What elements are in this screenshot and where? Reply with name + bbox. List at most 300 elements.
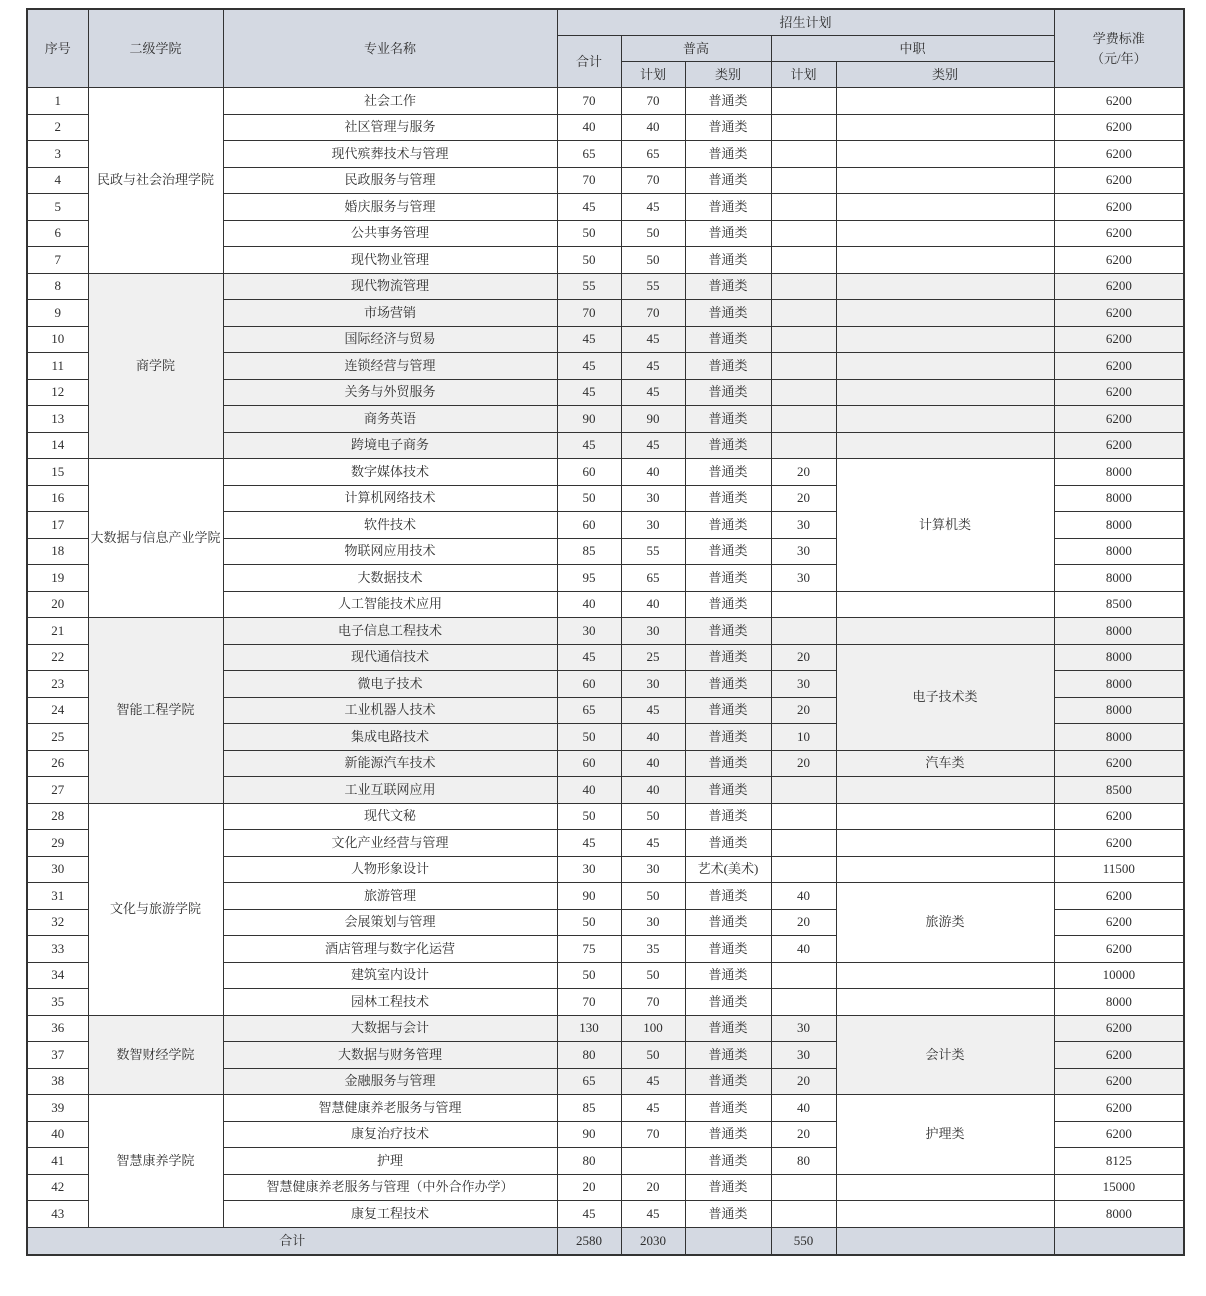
zhongzhi-plan-cell — [771, 591, 836, 618]
tuition-cell: 8500 — [1054, 777, 1184, 804]
pugao-type-cell: 普通类 — [685, 406, 771, 433]
table-body — [27, 88, 1184, 1228]
zhongzhi-plan-cell — [771, 88, 836, 115]
tuition-cell: 8000 — [1054, 565, 1184, 592]
total-plan-cell: 85 — [557, 538, 621, 565]
major-name-cell: 人工智能技术应用 — [223, 591, 557, 618]
row-number-cell: 4 — [27, 167, 88, 194]
pugao-plan-cell: 30 — [621, 671, 685, 698]
pugao-plan-cell: 70 — [621, 88, 685, 115]
total-plan-cell: 45 — [557, 326, 621, 353]
pugao-plan-cell: 40 — [621, 591, 685, 618]
row-number-cell: 29 — [27, 830, 88, 857]
zhongzhi-type-cell — [836, 167, 1054, 194]
major-name-cell: 市场营销 — [223, 300, 557, 327]
pugao-type-cell: 普通类 — [685, 300, 771, 327]
tuition-cell: 6200 — [1054, 353, 1184, 380]
pugao-plan-cell: 100 — [621, 1015, 685, 1042]
total-plan-cell: 60 — [557, 750, 621, 777]
zhongzhi-plan-cell: 40 — [771, 883, 836, 910]
total-plan-cell: 50 — [557, 485, 621, 512]
major-name-cell: 公共事务管理 — [223, 220, 557, 247]
pugao-plan-cell: 30 — [621, 909, 685, 936]
pugao-plan-cell: 45 — [621, 830, 685, 857]
header-pugao: 普高 — [621, 36, 771, 62]
tuition-cell: 8500 — [1054, 591, 1184, 618]
zhongzhi-plan-cell: 40 — [771, 1095, 836, 1122]
tuition-cell: 6200 — [1054, 326, 1184, 353]
row-number-cell: 9 — [27, 300, 88, 327]
zhongzhi-plan-cell — [771, 326, 836, 353]
pugao-type-cell: 普通类 — [685, 909, 771, 936]
major-name-cell: 人物形象设计 — [223, 856, 557, 883]
major-name-cell: 物联网应用技术 — [223, 538, 557, 565]
zhongzhi-type-cell — [836, 962, 1054, 989]
zhongzhi-type-cell — [836, 326, 1054, 353]
row-number-cell: 2 — [27, 114, 88, 141]
header-xuhao: 序号 — [27, 9, 88, 88]
pugao-type-cell: 普通类 — [685, 194, 771, 221]
total-plan-cell: 45 — [557, 644, 621, 671]
pugao-plan-cell: 25 — [621, 644, 685, 671]
pugao-plan-cell: 50 — [621, 883, 685, 910]
pugao-plan-cell: 40 — [621, 777, 685, 804]
major-name-cell: 民政服务与管理 — [223, 167, 557, 194]
major-name-cell: 电子信息工程技术 — [223, 618, 557, 645]
table-row — [27, 88, 1184, 115]
header-enroll-plan: 招生计划 — [557, 9, 1054, 36]
total-plan-cell: 95 — [557, 565, 621, 592]
total-plan-cell: 40 — [557, 114, 621, 141]
zhongzhi-plan-cell — [771, 379, 836, 406]
pugao-type-cell: 普通类 — [685, 936, 771, 963]
major-name-cell: 关务与外贸服务 — [223, 379, 557, 406]
zhongzhi-plan-cell — [771, 830, 836, 857]
row-number-cell: 19 — [27, 565, 88, 592]
zhongzhi-type-cell — [836, 379, 1054, 406]
row-number-cell: 36 — [27, 1015, 88, 1042]
zhongzhi-plan-cell: 30 — [771, 565, 836, 592]
pugao-type-cell: 普通类 — [685, 432, 771, 459]
tuition-cell: 6200 — [1054, 406, 1184, 433]
tuition-cell: 6200 — [1054, 830, 1184, 857]
zhongzhi-plan-cell: 30 — [771, 512, 836, 539]
pugao-plan-cell: 45 — [621, 1095, 685, 1122]
tuition-cell: 6200 — [1054, 883, 1184, 910]
pugao-type-cell: 普通类 — [685, 1174, 771, 1201]
table-row — [27, 618, 1184, 645]
zhongzhi-plan-cell: 30 — [771, 1015, 836, 1042]
header-zhongzhi-plan: 计划 — [771, 62, 836, 88]
pugao-plan-cell: 40 — [621, 459, 685, 486]
zhongzhi-plan-cell: 30 — [771, 1042, 836, 1069]
zhongzhi-plan-cell — [771, 406, 836, 433]
zhongzhi-plan-cell — [771, 803, 836, 830]
pugao-plan-cell: 50 — [621, 1042, 685, 1069]
pugao-plan-cell: 30 — [621, 856, 685, 883]
zhongzhi-plan-cell — [771, 247, 836, 274]
major-name-cell: 计算机网络技术 — [223, 485, 557, 512]
table-footer — [27, 1227, 1184, 1255]
pugao-plan-cell: 45 — [621, 697, 685, 724]
zhongzhi-type-cell — [836, 273, 1054, 300]
major-name-cell: 婚庆服务与管理 — [223, 194, 557, 221]
pugao-type-cell: 普通类 — [685, 538, 771, 565]
tuition-cell: 10000 — [1054, 962, 1184, 989]
tuition-cell: 11500 — [1054, 856, 1184, 883]
zhongzhi-type-cell: 电子技术类 — [836, 644, 1054, 750]
row-number-cell: 6 — [27, 220, 88, 247]
pugao-plan-cell: 70 — [621, 167, 685, 194]
pugao-type-cell: 普通类 — [685, 326, 771, 353]
zhongzhi-plan-cell: 20 — [771, 459, 836, 486]
zhongzhi-type-cell — [836, 247, 1054, 274]
zhongzhi-type-cell — [836, 353, 1054, 380]
zhongzhi-plan-cell: 20 — [771, 1121, 836, 1148]
major-name-cell: 旅游管理 — [223, 883, 557, 910]
zhongzhi-plan-cell: 40 — [771, 936, 836, 963]
total-plan-cell: 75 — [557, 936, 621, 963]
table-row — [27, 459, 1184, 486]
pugao-type-cell: 普通类 — [685, 1121, 771, 1148]
zhongzhi-plan-cell — [771, 962, 836, 989]
row-number-cell: 21 — [27, 618, 88, 645]
zhongzhi-type-cell — [836, 803, 1054, 830]
pugao-type-cell: 普通类 — [685, 618, 771, 645]
header-zhongzhi: 中职 — [771, 36, 1054, 62]
zhongzhi-type-cell — [836, 432, 1054, 459]
row-number-cell: 42 — [27, 1174, 88, 1201]
zhongzhi-type-cell — [836, 856, 1054, 883]
pugao-type-cell: 普通类 — [685, 750, 771, 777]
zhongzhi-plan-cell — [771, 114, 836, 141]
college-name-cell: 文化与旅游学院 — [88, 803, 223, 1015]
pugao-type-cell: 艺术(美术) — [685, 856, 771, 883]
zhongzhi-type-cell — [836, 1201, 1054, 1228]
row-number-cell: 22 — [27, 644, 88, 671]
major-name-cell: 建筑室内设计 — [223, 962, 557, 989]
total-plan-cell: 65 — [557, 1068, 621, 1095]
tuition-cell: 6200 — [1054, 1121, 1184, 1148]
header-tuition-line1: 学费标准 — [1092, 30, 1145, 46]
tuition-cell: 8000 — [1054, 512, 1184, 539]
pugao-type-cell: 普通类 — [685, 697, 771, 724]
pugao-plan-cell: 35 — [621, 936, 685, 963]
total-plan-cell: 45 — [557, 1201, 621, 1228]
tuition-cell: 6200 — [1054, 220, 1184, 247]
major-name-cell: 会展策划与管理 — [223, 909, 557, 936]
tuition-cell: 8000 — [1054, 485, 1184, 512]
major-name-cell: 大数据与会计 — [223, 1015, 557, 1042]
total-plan-cell: 45 — [557, 194, 621, 221]
total-plan-cell: 70 — [557, 167, 621, 194]
major-name-cell: 大数据与财务管理 — [223, 1042, 557, 1069]
zhongzhi-plan-cell — [771, 141, 836, 168]
total-plan-cell: 20 — [557, 1174, 621, 1201]
zhongzhi-type-cell — [836, 141, 1054, 168]
total-plan-cell: 55 — [557, 273, 621, 300]
table-row — [27, 1095, 1184, 1122]
college-name-cell: 大数据与信息产业学院 — [88, 459, 223, 618]
zhongzhi-type-cell — [836, 777, 1054, 804]
pugao-type-cell: 普通类 — [685, 830, 771, 857]
row-number-cell: 30 — [27, 856, 88, 883]
zhongzhi-plan-cell — [771, 167, 836, 194]
major-name-cell: 集成电路技术 — [223, 724, 557, 751]
total-plan-cell: 30 — [557, 856, 621, 883]
major-name-cell: 工业互联网应用 — [223, 777, 557, 804]
pugao-plan-cell: 55 — [621, 273, 685, 300]
pugao-plan-cell: 40 — [621, 724, 685, 751]
total-plan-cell: 70 — [557, 989, 621, 1016]
major-name-cell: 现代文秘 — [223, 803, 557, 830]
zhongzhi-plan-cell: 20 — [771, 750, 836, 777]
zhongzhi-type-cell: 会计类 — [836, 1015, 1054, 1095]
footer-pugao-type-cell — [685, 1227, 771, 1255]
pugao-plan-cell: 45 — [621, 326, 685, 353]
major-name-cell: 现代通信技术 — [223, 644, 557, 671]
major-name-cell: 微电子技术 — [223, 671, 557, 698]
row-number-cell: 32 — [27, 909, 88, 936]
tuition-cell: 6200 — [1054, 1015, 1184, 1042]
zhongzhi-plan-cell — [771, 432, 836, 459]
pugao-plan-cell: 45 — [621, 1201, 685, 1228]
row-number-cell: 38 — [27, 1068, 88, 1095]
tuition-cell: 6200 — [1054, 300, 1184, 327]
header-row-1 — [27, 9, 1184, 36]
total-plan-cell: 50 — [557, 909, 621, 936]
total-plan-cell: 85 — [557, 1095, 621, 1122]
major-name-cell: 商务英语 — [223, 406, 557, 433]
total-plan-cell: 130 — [557, 1015, 621, 1042]
zhongzhi-plan-cell — [771, 273, 836, 300]
pugao-plan-cell: 45 — [621, 194, 685, 221]
pugao-plan-cell: 30 — [621, 512, 685, 539]
pugao-type-cell: 普通类 — [685, 114, 771, 141]
tuition-cell: 6200 — [1054, 1095, 1184, 1122]
tuition-cell: 8000 — [1054, 459, 1184, 486]
zhongzhi-plan-cell — [771, 777, 836, 804]
header-college: 二级学院 — [88, 9, 223, 88]
pugao-plan-cell: 70 — [621, 300, 685, 327]
table-header — [27, 9, 1184, 88]
major-name-cell: 大数据技术 — [223, 565, 557, 592]
major-name-cell: 新能源汽车技术 — [223, 750, 557, 777]
pugao-plan-cell: 50 — [621, 962, 685, 989]
pugao-plan-cell: 30 — [621, 618, 685, 645]
major-name-cell: 护理 — [223, 1148, 557, 1175]
pugao-type-cell: 普通类 — [685, 512, 771, 539]
footer-total-cell: 2580 — [557, 1227, 621, 1255]
row-number-cell: 17 — [27, 512, 88, 539]
tuition-cell: 6200 — [1054, 432, 1184, 459]
row-number-cell: 12 — [27, 379, 88, 406]
major-name-cell: 连锁经营与管理 — [223, 353, 557, 380]
row-number-cell: 31 — [27, 883, 88, 910]
header-tuition — [1054, 9, 1184, 88]
pugao-plan-cell: 55 — [621, 538, 685, 565]
total-plan-cell: 65 — [557, 141, 621, 168]
row-number-cell: 16 — [27, 485, 88, 512]
major-name-cell: 工业机器人技术 — [223, 697, 557, 724]
tuition-cell: 8000 — [1054, 618, 1184, 645]
zhongzhi-plan-cell — [771, 1201, 836, 1228]
row-number-cell: 39 — [27, 1095, 88, 1122]
zhongzhi-plan-cell — [771, 618, 836, 645]
pugao-type-cell: 普通类 — [685, 141, 771, 168]
college-name-cell: 智慧康养学院 — [88, 1095, 223, 1228]
zhongzhi-type-cell — [836, 591, 1054, 618]
major-name-cell: 现代殡葬技术与管理 — [223, 141, 557, 168]
pugao-plan-cell: 45 — [621, 379, 685, 406]
tuition-cell: 6200 — [1054, 194, 1184, 221]
pugao-type-cell: 普通类 — [685, 88, 771, 115]
pugao-type-cell: 普通类 — [685, 1042, 771, 1069]
pugao-plan-cell: 70 — [621, 989, 685, 1016]
major-name-cell: 智慧健康养老服务与管理（中外合作办学） — [223, 1174, 557, 1201]
pugao-type-cell: 普通类 — [685, 989, 771, 1016]
pugao-type-cell: 普通类 — [685, 803, 771, 830]
tuition-cell: 6200 — [1054, 141, 1184, 168]
tuition-cell: 8125 — [1054, 1148, 1184, 1175]
zhongzhi-plan-cell: 20 — [771, 485, 836, 512]
tuition-cell: 6200 — [1054, 167, 1184, 194]
zhongzhi-plan-cell — [771, 300, 836, 327]
footer-zhongzhi-plan-cell: 550 — [771, 1227, 836, 1255]
row-number-cell: 13 — [27, 406, 88, 433]
zhongzhi-plan-cell — [771, 856, 836, 883]
header-total: 合计 — [557, 36, 621, 88]
zhongzhi-plan-cell — [771, 989, 836, 1016]
tuition-cell: 6200 — [1054, 803, 1184, 830]
major-name-cell: 文化产业经营与管理 — [223, 830, 557, 857]
total-plan-cell: 90 — [557, 883, 621, 910]
zhongzhi-plan-cell: 80 — [771, 1148, 836, 1175]
zhongzhi-plan-cell: 20 — [771, 697, 836, 724]
total-plan-cell: 80 — [557, 1042, 621, 1069]
tuition-cell: 6200 — [1054, 909, 1184, 936]
major-name-cell: 园林工程技术 — [223, 989, 557, 1016]
pugao-type-cell: 普通类 — [685, 1148, 771, 1175]
pugao-type-cell: 普通类 — [685, 167, 771, 194]
pugao-plan-cell — [621, 1148, 685, 1175]
pugao-type-cell: 普通类 — [685, 1201, 771, 1228]
tuition-cell: 8000 — [1054, 989, 1184, 1016]
major-name-cell: 酒店管理与数字化运营 — [223, 936, 557, 963]
row-number-cell: 34 — [27, 962, 88, 989]
tuition-cell: 6200 — [1054, 936, 1184, 963]
pugao-plan-cell: 30 — [621, 485, 685, 512]
row-number-cell: 28 — [27, 803, 88, 830]
total-plan-cell: 80 — [557, 1148, 621, 1175]
zhongzhi-type-cell: 计算机类 — [836, 459, 1054, 592]
major-name-cell: 现代物业管理 — [223, 247, 557, 274]
major-name-cell: 康复工程技术 — [223, 1201, 557, 1228]
tuition-cell: 6200 — [1054, 88, 1184, 115]
row-number-cell: 1 — [27, 88, 88, 115]
header-pugao-type: 类别 — [685, 62, 771, 88]
total-plan-cell: 90 — [557, 406, 621, 433]
row-number-cell: 14 — [27, 432, 88, 459]
pugao-type-cell: 普通类 — [685, 777, 771, 804]
total-plan-cell: 65 — [557, 697, 621, 724]
pugao-type-cell: 普通类 — [685, 883, 771, 910]
zhongzhi-plan-cell — [771, 220, 836, 247]
pugao-plan-cell: 45 — [621, 432, 685, 459]
pugao-type-cell: 普通类 — [685, 962, 771, 989]
pugao-plan-cell: 45 — [621, 353, 685, 380]
total-plan-cell: 60 — [557, 671, 621, 698]
pugao-plan-cell: 65 — [621, 141, 685, 168]
zhongzhi-type-cell — [836, 114, 1054, 141]
pugao-type-cell: 普通类 — [685, 644, 771, 671]
college-name-cell: 商学院 — [88, 273, 223, 459]
zhongzhi-type-cell: 汽车类 — [836, 750, 1054, 777]
total-plan-cell: 50 — [557, 220, 621, 247]
zhongzhi-type-cell — [836, 300, 1054, 327]
total-plan-cell: 50 — [557, 803, 621, 830]
pugao-type-cell: 普通类 — [685, 1095, 771, 1122]
college-name-cell: 数智财经学院 — [88, 1015, 223, 1095]
tuition-cell: 6200 — [1054, 273, 1184, 300]
major-name-cell: 跨境电子商务 — [223, 432, 557, 459]
total-plan-cell: 45 — [557, 830, 621, 857]
zhongzhi-type-cell — [836, 618, 1054, 645]
pugao-type-cell: 普通类 — [685, 591, 771, 618]
table-row — [27, 273, 1184, 300]
tuition-cell: 15000 — [1054, 1174, 1184, 1201]
pugao-plan-cell: 50 — [621, 803, 685, 830]
total-row — [27, 1227, 1184, 1255]
pugao-type-cell: 普通类 — [685, 459, 771, 486]
zhongzhi-type-cell — [836, 1174, 1054, 1201]
tuition-cell: 6200 — [1054, 247, 1184, 274]
major-name-cell: 软件技术 — [223, 512, 557, 539]
major-name-cell: 社会工作 — [223, 88, 557, 115]
pugao-plan-cell: 70 — [621, 1121, 685, 1148]
row-number-cell: 37 — [27, 1042, 88, 1069]
zhongzhi-plan-cell: 30 — [771, 538, 836, 565]
major-name-cell: 现代物流管理 — [223, 273, 557, 300]
enrollment-plan-table — [26, 8, 1185, 1256]
header-pugao-plan: 计划 — [621, 62, 685, 88]
pugao-type-cell: 普通类 — [685, 671, 771, 698]
major-name-cell: 金融服务与管理 — [223, 1068, 557, 1095]
tuition-cell: 8000 — [1054, 671, 1184, 698]
major-name-cell: 数字媒体技术 — [223, 459, 557, 486]
college-name-cell: 民政与社会治理学院 — [88, 88, 223, 274]
row-number-cell: 27 — [27, 777, 88, 804]
total-plan-cell: 60 — [557, 459, 621, 486]
total-plan-cell: 50 — [557, 247, 621, 274]
total-plan-cell: 45 — [557, 353, 621, 380]
row-number-cell: 24 — [27, 697, 88, 724]
total-plan-cell: 45 — [557, 379, 621, 406]
table-row — [27, 1015, 1184, 1042]
college-name-cell: 智能工程学院 — [88, 618, 223, 804]
zhongzhi-type-cell — [836, 989, 1054, 1016]
tuition-cell: 6200 — [1054, 750, 1184, 777]
tuition-cell: 8000 — [1054, 1201, 1184, 1228]
zhongzhi-plan-cell — [771, 194, 836, 221]
row-number-cell: 33 — [27, 936, 88, 963]
row-number-cell: 7 — [27, 247, 88, 274]
header-major: 专业名称 — [223, 9, 557, 88]
tuition-cell: 8000 — [1054, 644, 1184, 671]
total-plan-cell: 70 — [557, 88, 621, 115]
major-name-cell: 康复治疗技术 — [223, 1121, 557, 1148]
pugao-plan-cell: 65 — [621, 565, 685, 592]
